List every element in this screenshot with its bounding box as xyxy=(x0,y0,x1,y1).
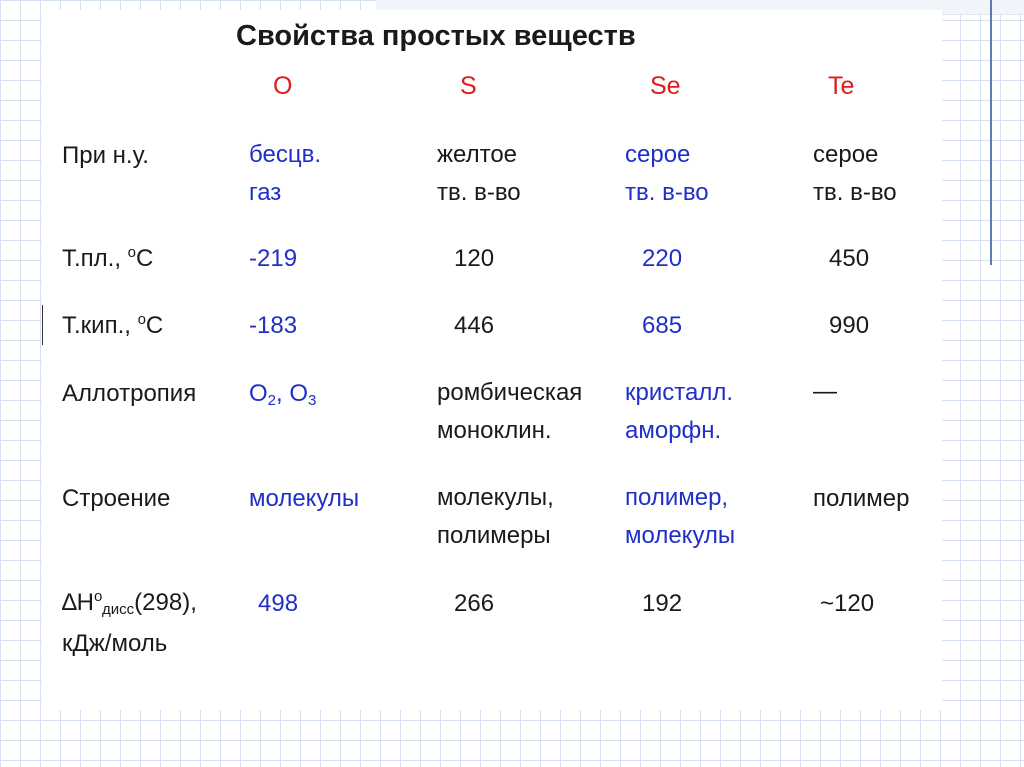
degree-sup: о xyxy=(127,244,137,261)
cell-structure-o: молекулы xyxy=(249,485,360,512)
label-unit: С xyxy=(145,312,164,339)
cell-allotropy-s xyxy=(437,374,582,450)
cell-line: полимер, xyxy=(625,484,729,511)
cell-boiling-s: 446 xyxy=(454,312,495,339)
cell-structure-s xyxy=(437,479,554,555)
formula-o2: O xyxy=(249,380,268,407)
cell-line: тв. в-во xyxy=(437,179,521,206)
cell-line: тв. в-во xyxy=(813,179,897,206)
cell-line: желтое xyxy=(437,141,518,168)
subscript: 3 xyxy=(308,392,317,409)
cell-melting-se: 220 xyxy=(642,245,683,272)
label-unit-line: кДж/моль xyxy=(62,630,168,657)
cell-structure-te: полимер xyxy=(813,485,910,512)
cell-line: тв. в-во xyxy=(625,179,709,206)
row-label-structure: Строение xyxy=(62,485,171,512)
cell-line: молекулы xyxy=(625,522,736,549)
cell-allotropy-se xyxy=(625,374,733,450)
cell-allotropy-te: — xyxy=(813,378,837,405)
row-label-boiling-point xyxy=(62,312,163,340)
subscript-diss: дисс xyxy=(102,601,135,618)
cell-enthalpy-se: 192 xyxy=(642,590,683,617)
element-header-s: S xyxy=(460,72,477,100)
label-line xyxy=(62,584,197,625)
cell-structure-se xyxy=(625,479,735,555)
cell-line: бесцв. xyxy=(249,141,321,168)
label-text: Т.кип., xyxy=(62,312,138,339)
row-label-allotropy: Аллотропия xyxy=(62,380,197,407)
slide-title: Свойства простых веществ xyxy=(236,20,636,52)
label-unit: С xyxy=(136,245,154,272)
separator: , xyxy=(276,380,290,407)
cell-state-o xyxy=(249,136,321,212)
cell-line: аморфн. xyxy=(625,417,722,444)
cell-line: газ xyxy=(249,179,282,206)
cell-enthalpy-te: ~120 xyxy=(820,590,875,617)
cell-state-s xyxy=(437,136,521,212)
right-vertical-rule xyxy=(990,0,992,265)
cell-boiling-te: 990 xyxy=(829,312,870,339)
element-header-te: Te xyxy=(828,72,855,100)
label-text: Т.пл., xyxy=(62,245,128,272)
cell-enthalpy-o: 498 xyxy=(258,590,299,617)
cell-enthalpy-s: 266 xyxy=(454,590,495,617)
cell-state-te xyxy=(813,136,897,212)
left-edge-mark xyxy=(42,305,43,345)
cell-line: молекулы, xyxy=(437,484,554,511)
cell-line: полимеры xyxy=(437,522,551,549)
label-temp: (298), xyxy=(134,589,197,616)
cell-melting-te: 450 xyxy=(829,245,870,272)
cell-melting-o: -219 xyxy=(249,245,298,272)
row-label-state: При н.у. xyxy=(62,142,149,169)
cell-boiling-o: -183 xyxy=(249,312,298,339)
delta-h: ∆H xyxy=(62,589,95,616)
cell-line: серое xyxy=(625,141,691,168)
cell-boiling-se: 685 xyxy=(642,312,683,339)
cell-allotropy-o xyxy=(249,380,316,408)
degree-sup: о xyxy=(137,311,146,328)
cell-line: ромбическая xyxy=(437,379,583,406)
subscript: 2 xyxy=(267,392,277,409)
cell-state-se xyxy=(625,136,709,212)
cell-line: серое xyxy=(813,141,879,168)
row-label-melting-point xyxy=(62,245,153,273)
cell-line: кристалл. xyxy=(625,379,733,406)
element-header-se: Se xyxy=(650,72,681,100)
row-label-dissociation-enthalpy xyxy=(62,584,197,663)
degree-sup: о xyxy=(94,588,103,605)
formula-o3: O xyxy=(289,380,309,407)
element-header-o: O xyxy=(273,72,293,100)
cell-line: моноклин. xyxy=(437,417,552,444)
cell-melting-s: 120 xyxy=(454,245,495,272)
